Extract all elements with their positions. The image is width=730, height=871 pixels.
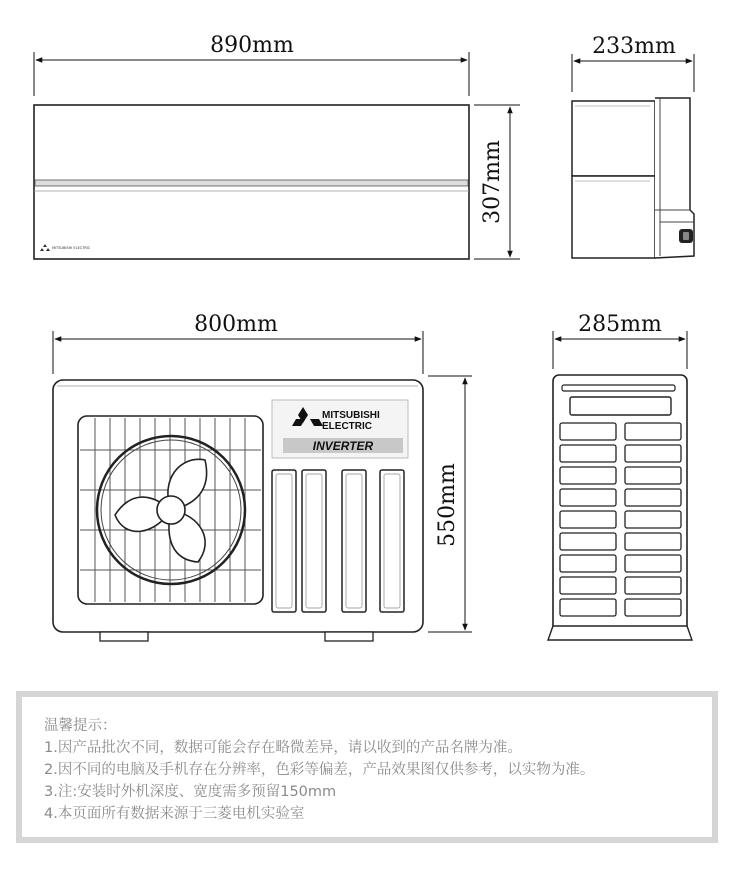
dimension-outdoor-height: [428, 376, 472, 632]
indoor-height-label: 307mm: [480, 140, 505, 224]
indoor-width-label: 890mm: [210, 33, 294, 58]
inverter-badge: INVERTER: [312, 439, 374, 453]
indoor-depth-label: 233mm: [592, 34, 676, 59]
indoor-brand-text: MITSUBISHI ELECTRIC: [52, 246, 91, 250]
notes-title: 温馨提示：: [44, 718, 117, 734]
note-line-3: 3.注:安装时外机深度、宽度需多预留150mm: [44, 784, 337, 800]
outdoor-unit-front: [53, 380, 423, 641]
notes-box: [16, 691, 718, 843]
dimension-indoor-height: [474, 105, 520, 259]
outdoor-height-label: 550mm: [435, 463, 460, 547]
outdoor-depth-label: 285mm: [578, 312, 662, 337]
note-line-4: 4.本页面所有数据来源于三菱电机实验室: [44, 806, 305, 822]
dimension-outdoor-width: [53, 312, 423, 374]
indoor-unit-side: [572, 98, 694, 258]
note-line-2: 2.因不同的电脑及手机存在分辨率，色彩等偏差，产品效果图仅供参考，以实物为准。: [44, 762, 595, 778]
fan-grille: [78, 416, 263, 604]
note-line-1: 1.因产品批次不同，数据可能会存在略微差异，请以收到的产品名牌为准。: [44, 740, 522, 756]
brand-plate: [272, 400, 408, 458]
brand-line2: ELECTRIC: [322, 421, 372, 432]
brand-line1: MITSUBISHI: [322, 410, 380, 421]
dimension-outdoor-depth: [553, 312, 687, 369]
outdoor-unit-side: [548, 375, 692, 640]
dimension-indoor-depth: [572, 34, 694, 92]
outdoor-width-label: 800mm: [194, 312, 278, 337]
dimension-indoor-width: [34, 33, 469, 96]
indoor-unit-front: [34, 105, 469, 259]
